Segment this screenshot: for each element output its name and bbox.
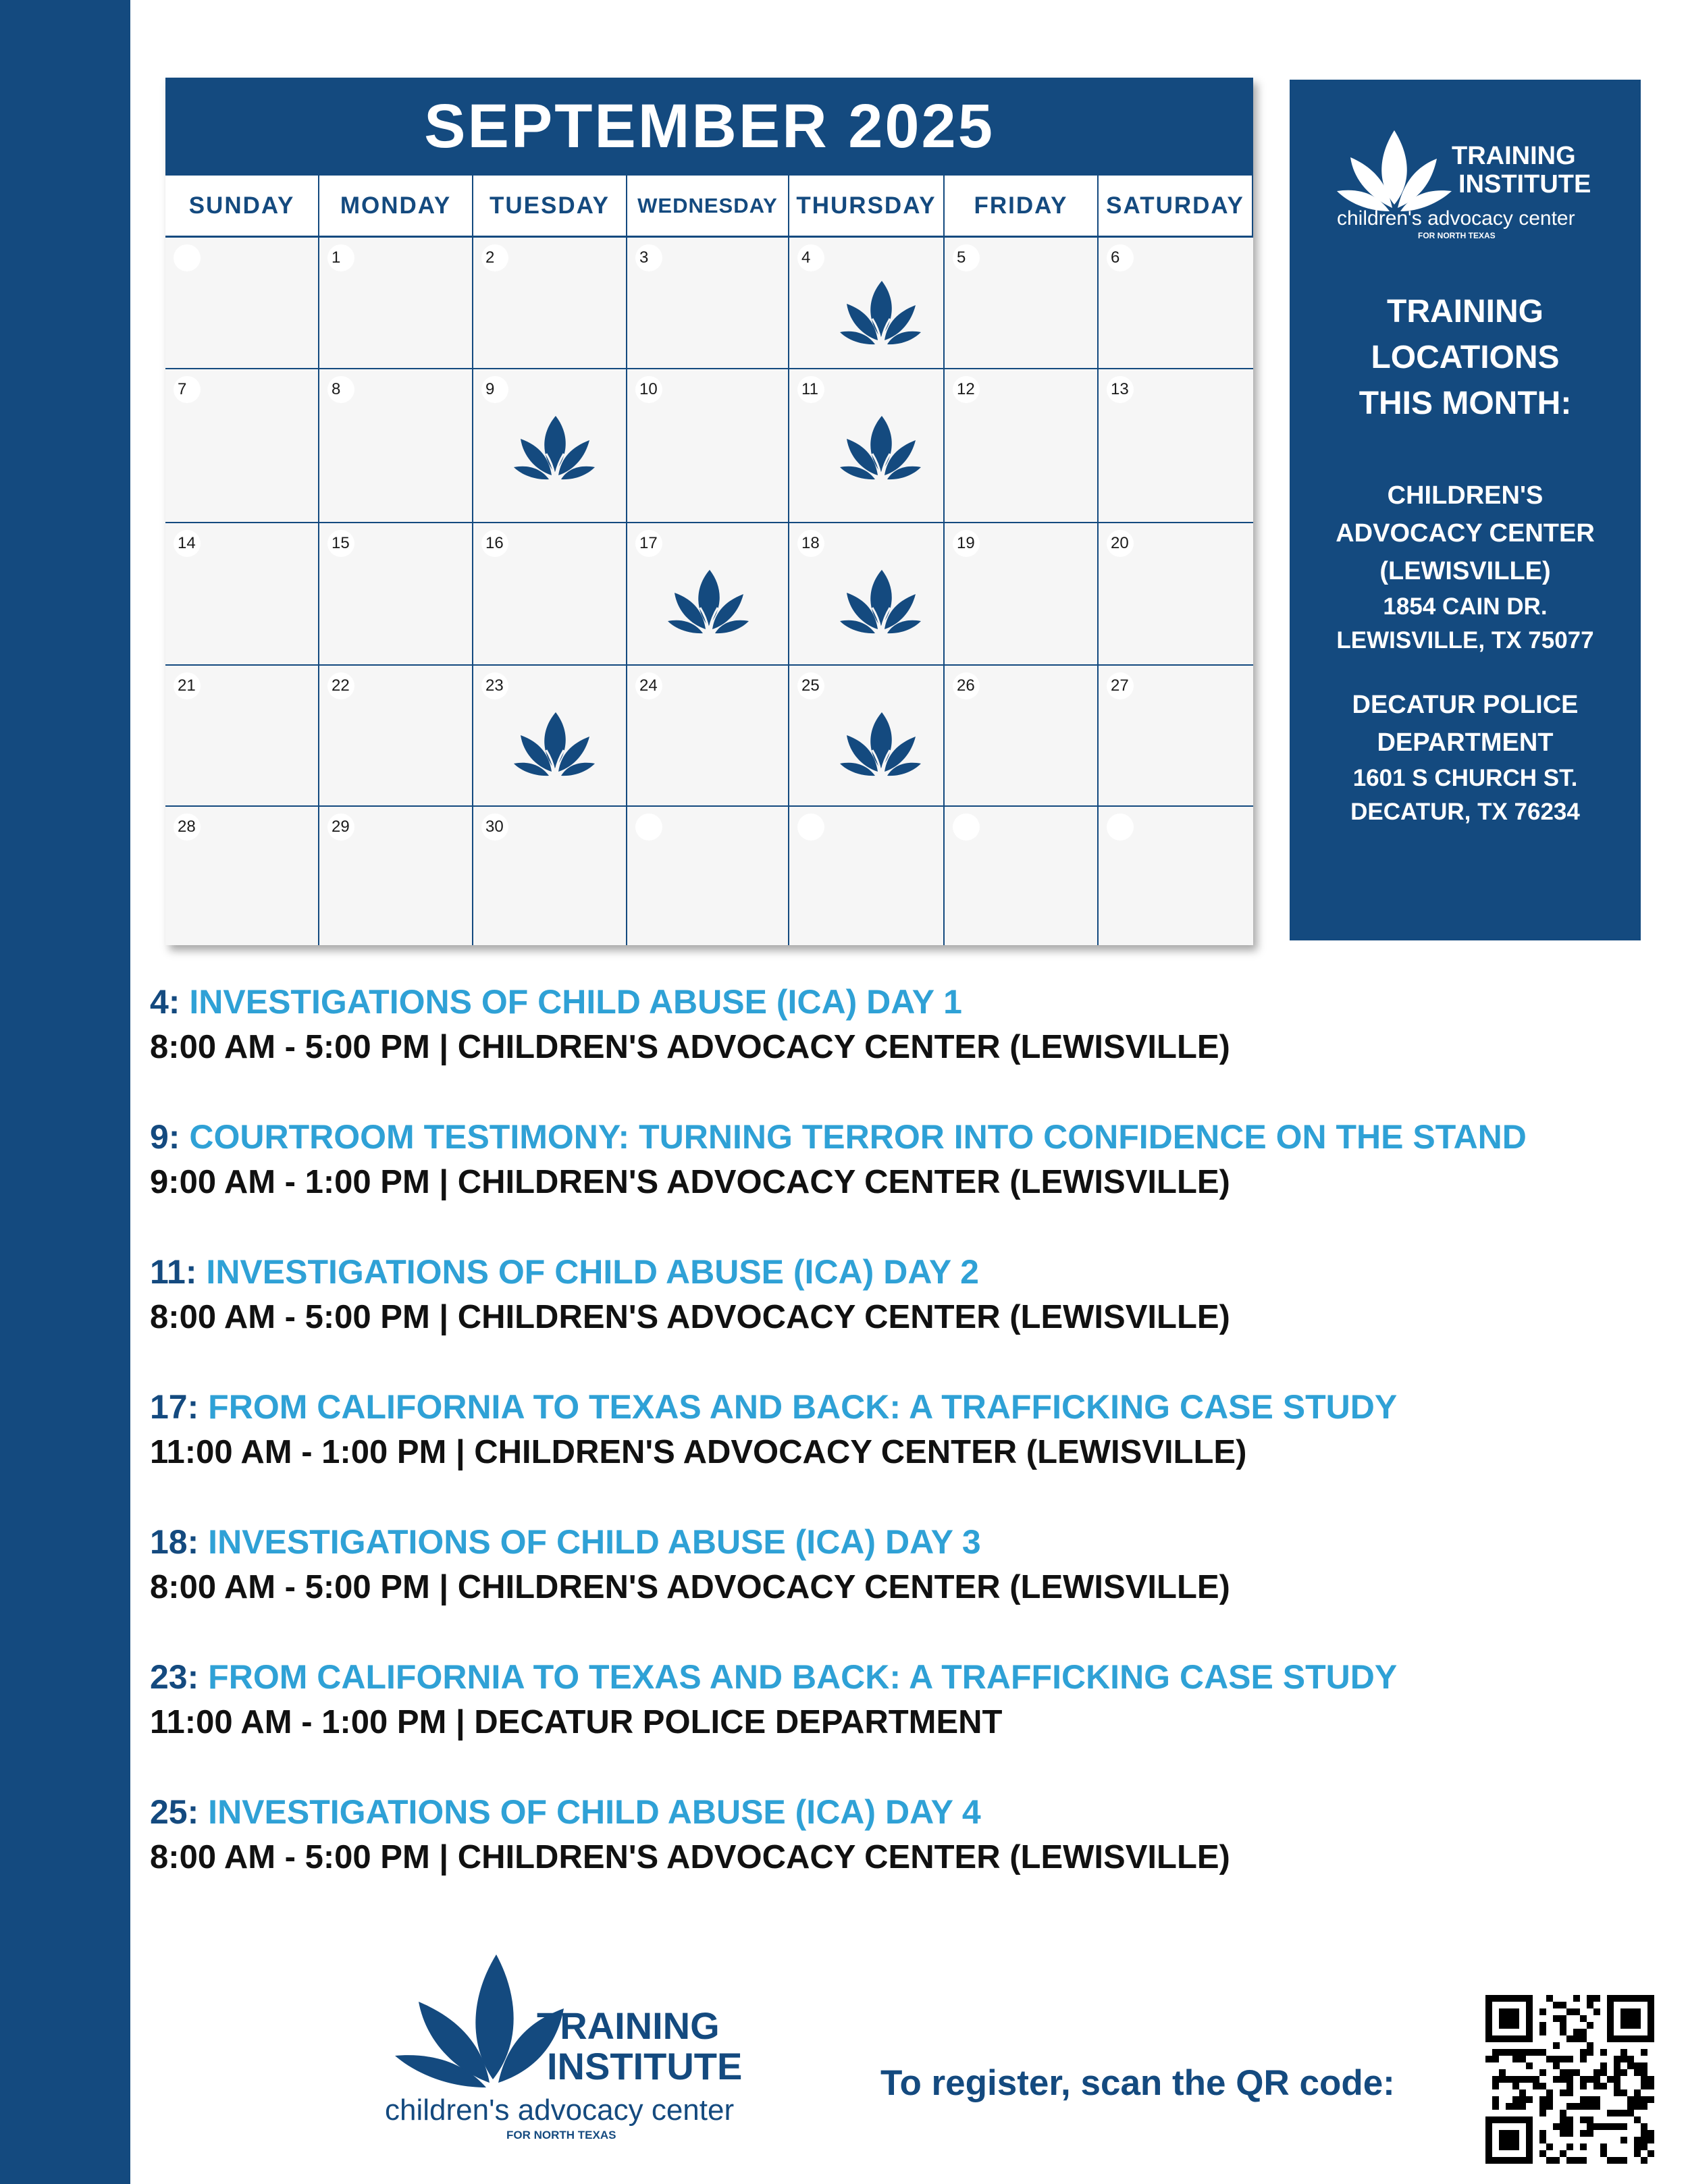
event-title-text: INVESTIGATIONS OF CHILD ABUSE (ICA) DAY 3: [208, 1523, 981, 1561]
svg-text:TRAINING: TRAINING: [1452, 142, 1576, 170]
calendar-day-cell: [319, 369, 473, 523]
day-number: 5: [953, 244, 980, 271]
event-item: [150, 979, 1568, 1069]
event-detail: 11:00 AM - 1:00 PM | DECATUR POLICE DEPARTMENT: [150, 1704, 1003, 1740]
calendar-day-cell: [789, 807, 945, 945]
event-list: [150, 979, 1568, 1924]
svg-text:FOR NORTH TEXAS: FOR NORTH TEXAS: [506, 2129, 616, 2141]
event-item: [150, 1519, 1568, 1609]
day-number: 23: [481, 672, 508, 699]
event-title: [150, 1114, 1568, 1160]
event-item: [150, 1384, 1568, 1474]
lotus-icon: [840, 710, 921, 784]
event-detail: 8:00 AM - 5:00 PM | CHILDREN'S ADVOCACY CENTER (LEWISVILLE): [150, 1839, 1230, 1875]
event-item: [150, 1249, 1568, 1339]
lotus-icon: [840, 567, 921, 641]
event-title-text: FROM CALIFORNIA TO TEXAS AND BACK: A TRAFFICKING CASE STUDY: [208, 1388, 1398, 1426]
svg-text:TRAINING: TRAINING: [537, 2004, 720, 2047]
left-accent-bar: [0, 0, 130, 2184]
lotus-icon: [668, 567, 749, 641]
calendar-day-cell: [789, 666, 945, 807]
day-number: 11: [797, 376, 824, 403]
day-number: 9: [481, 376, 508, 403]
calendar-day-cell: [789, 369, 945, 523]
lotus-icon: [840, 278, 921, 352]
event-title: [150, 1519, 1568, 1565]
calendar-day-cell: [945, 807, 1099, 945]
calendar: [165, 78, 1253, 945]
calendar-day-cell: [627, 369, 789, 523]
calendar-day-cell: [473, 523, 627, 666]
event-item: [150, 1654, 1568, 1744]
locations-panel: [1290, 80, 1641, 940]
event-title: [150, 1249, 1568, 1295]
event-title-text: FROM CALIFORNIA TO TEXAS AND BACK: A TRAFFICKING CASE STUDY: [208, 1658, 1398, 1696]
day-number: 12: [953, 376, 980, 403]
calendar-day-cell: [473, 369, 627, 523]
calendar-day-cell: [1099, 666, 1253, 807]
calendar-day-cell: [1099, 238, 1253, 369]
day-number: 18: [797, 530, 824, 557]
calendar-day-cell: [1099, 369, 1253, 523]
day-number: [635, 814, 662, 841]
event-title: [150, 1384, 1568, 1430]
calendar-day-cell: [473, 807, 627, 945]
svg-text:children's advocacy center: children's advocacy center: [1337, 207, 1575, 230]
event-detail: 11:00 AM - 1:00 PM | CHILDREN'S ADVOCACY CENTER (LEWISVILLE): [150, 1434, 1247, 1470]
day-number: 4: [797, 244, 824, 271]
day-number: 19: [953, 530, 980, 557]
calendar-day-cell: [789, 238, 945, 369]
calendar-day-cell: [319, 238, 473, 369]
event-title-text: COURTROOM TESTIMONY: TURNING TERROR INTO CONFIDENCE ON THE STAND: [189, 1118, 1527, 1156]
day-number: 27: [1107, 672, 1134, 699]
calendar-day-cell: [1099, 807, 1253, 945]
event-title-text: INVESTIGATIONS OF CHILD ABUSE (ICA) DAY 4: [208, 1793, 981, 1831]
day-number: 22: [327, 672, 354, 699]
calendar-day-cell: [319, 666, 473, 807]
event-title: [150, 979, 1568, 1025]
qr-code-icon[interactable]: [1485, 1995, 1654, 2164]
calendar-day-cell: [945, 238, 1099, 369]
calendar-day-cell: [319, 807, 473, 945]
calendar-day-cell: [945, 523, 1099, 666]
weekday-friday: FRIDAY: [945, 176, 1099, 238]
event-day: 23:: [150, 1658, 199, 1696]
calendar-day-cell: [627, 238, 789, 369]
calendar-day-cell: [627, 523, 789, 666]
day-number: 20: [1107, 530, 1134, 557]
location-decatur: DECATUR POLICE DEPARTMENT 1601 S CHURCH ST. DECATUR, TX 76234: [1350, 691, 1580, 825]
day-number: 30: [481, 814, 508, 841]
location-lewisville: CHILDREN'S ADVOCACY CENTER (LEWISVILLE) 1854 CAIN DR. LEWISVILLE, TX 75077: [1336, 481, 1595, 654]
calendar-day-cell: [319, 523, 473, 666]
event-item: [150, 1789, 1568, 1880]
svg-text:INSTITUTE: INSTITUTE: [1458, 170, 1591, 198]
calendar-day-cell: [165, 238, 319, 369]
weekday-sunday: SUNDAY: [165, 176, 319, 238]
lotus-icon: [514, 710, 595, 784]
weekday-monday: MONDAY: [319, 176, 473, 238]
event-day: 25:: [150, 1793, 199, 1831]
lotus-icon: [514, 413, 595, 487]
day-number: [174, 244, 201, 271]
weekday-tuesday: TUESDAY: [473, 176, 627, 238]
event-day: 9:: [150, 1118, 180, 1156]
calendar-day-cell: [473, 666, 627, 807]
svg-text:children's advocacy center: children's advocacy center: [385, 2094, 735, 2127]
day-number: 17: [635, 530, 662, 557]
day-number: 26: [953, 672, 980, 699]
day-number: [953, 814, 980, 841]
event-detail: 8:00 AM - 5:00 PM | CHILDREN'S ADVOCACY CENTER (LEWISVILLE): [150, 1569, 1230, 1605]
event-item: [150, 1114, 1568, 1204]
day-number: 24: [635, 672, 662, 699]
day-number: 15: [327, 530, 354, 557]
day-number: 6: [1107, 244, 1134, 271]
day-number: 1: [327, 244, 354, 271]
calendar-day-cell: [627, 807, 789, 945]
event-title-text: INVESTIGATIONS OF CHILD ABUSE (ICA) DAY 1: [189, 983, 962, 1021]
calendar-day-cell: [627, 666, 789, 807]
lotus-icon: [840, 413, 921, 487]
svg-text:FOR NORTH TEXAS: FOR NORTH TEXAS: [1418, 231, 1496, 240]
weekday-wednesday: WEDNESDAY: [627, 176, 789, 238]
event-day: 17:: [150, 1388, 199, 1426]
event-title-text: INVESTIGATIONS OF CHILD ABUSE (ICA) DAY 2: [206, 1253, 979, 1291]
day-number: 13: [1107, 376, 1134, 403]
calendar-day-cell: [945, 666, 1099, 807]
event-day: 18:: [150, 1523, 199, 1561]
calendar-title: SEPTEMBER 2025: [165, 78, 1253, 176]
day-number: [797, 814, 824, 841]
calendar-day-cell: [1099, 523, 1253, 666]
day-number: 8: [327, 376, 354, 403]
calendar-day-cell: [945, 369, 1099, 523]
day-number: 16: [481, 530, 508, 557]
event-title: [150, 1654, 1568, 1700]
calendar-day-cell: [165, 807, 319, 945]
day-number: 7: [174, 376, 201, 403]
footer-training-institute-logo: [378, 1944, 756, 2167]
day-number: 10: [635, 376, 662, 403]
day-number: 3: [635, 244, 662, 271]
locations-heading: TRAINING LOCATIONS THIS MONTH:: [1359, 294, 1572, 421]
day-number: 2: [481, 244, 508, 271]
day-number: 21: [174, 672, 201, 699]
day-number: 28: [174, 814, 201, 841]
training-institute-logo: [1330, 117, 1600, 252]
day-number: [1107, 814, 1134, 841]
event-detail: 8:00 AM - 5:00 PM | CHILDREN'S ADVOCACY CENTER (LEWISVILLE): [150, 1299, 1230, 1335]
day-number: 14: [174, 530, 201, 557]
calendar-day-cell: [165, 523, 319, 666]
register-instructions: To register, scan the QR code:: [880, 2063, 1395, 2103]
event-day: 4:: [150, 983, 180, 1021]
day-number: 25: [797, 672, 824, 699]
calendar-day-cell: [789, 523, 945, 666]
event-detail: 9:00 AM - 1:00 PM | CHILDREN'S ADVOCACY CENTER (LEWISVILLE): [150, 1164, 1230, 1200]
weekday-thursday: THURSDAY: [789, 176, 945, 238]
event-title: [150, 1789, 1568, 1835]
calendar-day-cell: [165, 369, 319, 523]
calendar-day-cell: [165, 666, 319, 807]
calendar-day-cell: [473, 238, 627, 369]
event-detail: 8:00 AM - 5:00 PM | CHILDREN'S ADVOCACY CENTER (LEWISVILLE): [150, 1029, 1230, 1065]
weekday-saturday: SATURDAY: [1099, 176, 1253, 238]
day-number: 29: [327, 814, 354, 841]
event-day: 11:: [150, 1253, 197, 1291]
svg-text:INSTITUTE: INSTITUTE: [547, 2045, 743, 2087]
calendar-grid: [165, 176, 1253, 945]
